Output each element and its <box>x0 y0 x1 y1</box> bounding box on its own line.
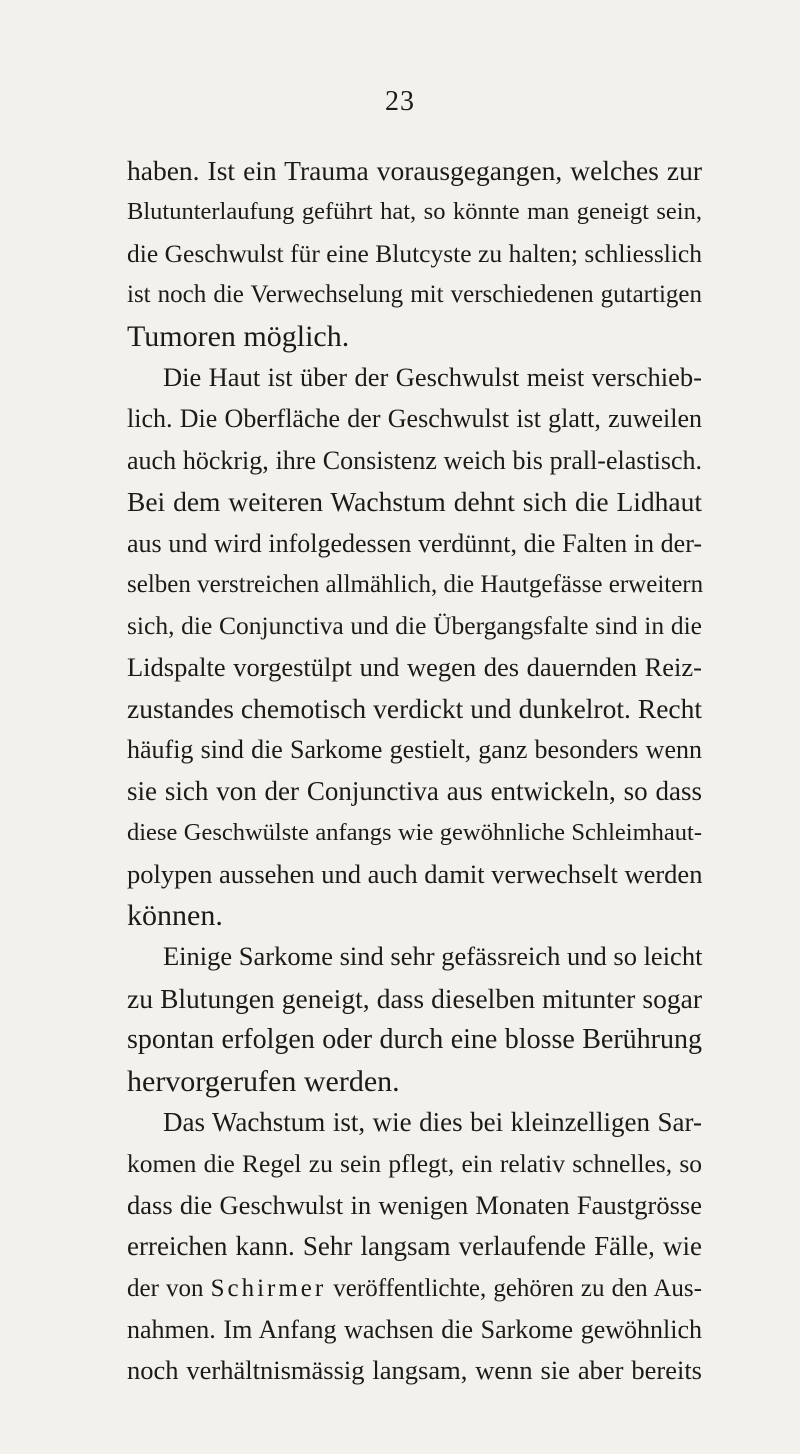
text-line: diese Geschwülste anfangs wie gewöhnliche Schleimhaut- <box>127 819 702 847</box>
text-line: Tumoren möglich. <box>127 319 350 353</box>
text-line: auch höckrig, ihre Consistenz weich bis prall-elastisch. <box>127 445 702 475</box>
text-line: Blutunterlaufung geführt hat, so könnte man geneigt sein, <box>127 198 702 226</box>
text-segment: veröffentlichte, gehören zu den Aus- <box>333 1274 702 1302</box>
text-segment: der von <box>127 1274 204 1302</box>
text-line: Lidspalte vorgestülpt und wegen des dauernden Reiz- <box>127 651 702 682</box>
text-line: noch verhältnismässig langsam, wenn sie aber bereits <box>127 1355 702 1386</box>
text-line: selben verstreichen allmählich, die Hautgefässe erweitern <box>127 570 704 598</box>
text-line: ist noch die Verwechselung mit verschiedenen gutartigen <box>127 281 702 309</box>
text-line: Die Haut ist über der Geschwulst meist verschieb- <box>163 361 702 392</box>
text-line: aus und wird infolgedessen verdünnt, die Falten in der- <box>127 528 702 558</box>
body-text <box>127 150 702 1392</box>
text-line: zustandes chemotisch verdickt und dunkelrot. Recht <box>127 693 702 725</box>
text-line: die Geschwulst für eine Blutcyste zu halten; schliesslich <box>127 238 702 268</box>
text-line <box>127 1268 702 1309</box>
text-line: hervorgerufen werden. <box>127 1064 400 1098</box>
text-line: haben. Ist ein Trauma vorausgegangen, welches zur <box>127 155 702 186</box>
author-name: Schirmer <box>210 1274 327 1302</box>
text-line: lich. Die Oberfläche der Geschwulst ist glatt, zuweilen <box>127 404 702 434</box>
text-line: Einige Sarkome sind sehr gefässreich und so leicht <box>163 941 703 972</box>
text-line: dass die Geschwulst in wenigen Monaten Faustgrösse <box>127 1189 702 1220</box>
text-line: Das Wachstum ist, wie dies bei kleinzelligen Sar- <box>163 1106 702 1137</box>
text-line: können. <box>127 899 223 933</box>
text-line: komen die Regel zu sein pflegt, ein relativ schnelles, so <box>127 1149 702 1179</box>
text-line: sich, die Conjunctiva und die Übergangsfalte sind in die <box>127 611 702 641</box>
text-line: erreichen kann. Sehr langsam verlaufende Fälle, wie <box>127 1231 702 1262</box>
text-line: polypen aussehen und auch damit verwechselt werden <box>127 858 703 889</box>
text-line: zu Blutungen geneigt, dass dieselben mitunter sogar <box>127 982 702 1014</box>
text-line: häufig sind die Sarkome gestielt, ganz besonders wenn <box>127 735 702 765</box>
text-line: Bei dem weiteren Wachstum dehnt sich die Lidhaut <box>127 486 702 518</box>
page-number: 23 <box>385 86 415 117</box>
text-line: sie sich von der Conjunctiva aus entwickeln, so dass <box>127 775 702 806</box>
text-line: nahmen. Im Anfang wachsen die Sarkome gewöhnlich <box>127 1314 702 1344</box>
text-line: spontan erfolgen oder durch eine blosse Berührung <box>127 1024 702 1056</box>
